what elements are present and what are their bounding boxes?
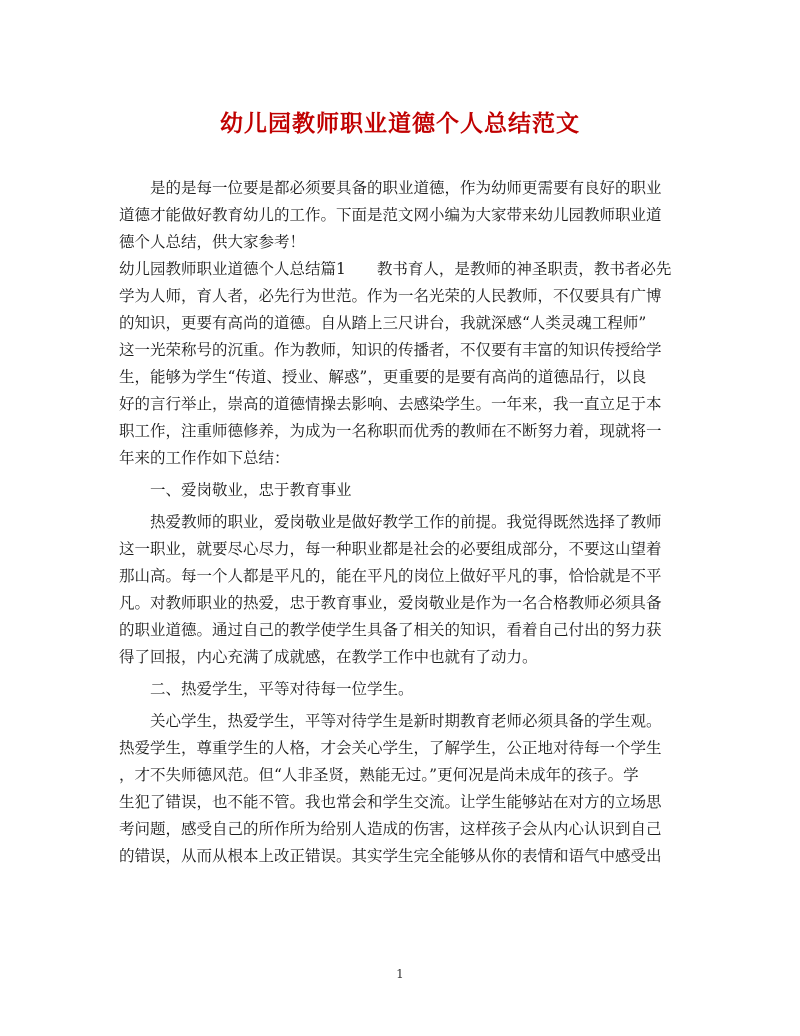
text-line: 这一光荣称号的沉重。作为教师，知识的传播者，不仅要有丰富的知识传授给学: [119, 341, 662, 359]
text-line: 职工作，注重师德修养，为成为一名称职而优秀的教师在不断努力着，现就将一: [119, 422, 662, 440]
text-line: 考问题，感受自己的所作所为给别人造成的伤害，这样孩子会从内心认识到自己: [119, 820, 662, 838]
section-heading: 二、热爱学生，平等对待每一位学生。: [119, 680, 414, 698]
text-line: 道德才能做好教育幼儿的工作。下面是范文网小编为大家带来幼儿园教师职业道: [119, 206, 662, 224]
text-line: 热爱学生，尊重学生的人格，才会关心学生，了解学生，公正地对待每一个学生: [119, 739, 662, 757]
text-line: 生，能够为学生“传道、授业、解惑”，更重要的是要有高尚的道德品行，以良: [119, 368, 647, 386]
text-line: 的职业道德。通过自己的教学使学生具备了相关的知识，看着自己付出的努力获: [119, 621, 662, 639]
text-line: 德个人总结，供大家参考！: [119, 233, 306, 251]
text-line: ，才不失师德风范。但“人非圣贤，熟能无过。”更何况是尚未成年的孩子。学: [119, 766, 639, 784]
text-line: 年来的工作作如下总结：: [119, 449, 290, 467]
text-line: 热爱教师的职业，爱岗敬业是做好教学工作的前提。我觉得既然选择了教师: [119, 513, 662, 531]
text-line: 凡。对教师职业的热爱，忠于教育事业，爱岗敬业是作为一名合格教师必须具备: [119, 594, 662, 612]
text-line: 那山高。每一个人都是平凡的，能在平凡的岗位上做好平凡的事，恰恰就是不平: [119, 567, 662, 585]
section-heading: 一、爱岗敬业，忠于教育事业: [119, 481, 352, 499]
text-line: 得了回报，内心充满了成就感，在教学工作中也就有了动力。: [119, 648, 538, 666]
document-title: 幼儿园教师职业道德个人总结范文: [220, 110, 580, 137]
text-line: 是的是每一位要是都必须要具备的职业道德，作为幼师更需要有良好的职业: [119, 179, 662, 197]
document-body: [119, 175, 679, 870]
text-line: 生犯了错误，也不能不管。我也常会和学生交流。让学生能够站在对方的立场思: [119, 793, 662, 811]
text-line: 幼儿园教师职业道德个人总结篇1 教书育人，是教师的神圣职责，教书者必先: [119, 260, 672, 278]
text-line: 关心学生，热爱学生，平等对待学生是新时期教育老师必须具备的学生观。: [119, 712, 662, 730]
text-line: 这一职业，就要尽心尽力，每一种职业都是社会的必要组成部分，不要这山望着: [119, 540, 662, 558]
page-number: 1: [396, 967, 404, 981]
text-line: 的错误，从而从根本上改正错误。其实学生完全能够从你的表情和语气中感受出: [119, 847, 662, 865]
text-line: 的知识，更要有高尚的道德。自从踏上三尺讲台，我就深感“人类灵魂工程师”: [119, 314, 647, 332]
text-line: 好的言行举止，崇高的道德情操去影响、去感染学生。一年来，我一直立足于本: [119, 395, 662, 413]
text-line: 学为人师，育人者，必先行为世范。作为一名光荣的人民教师，不仅要具有广博: [119, 287, 662, 305]
